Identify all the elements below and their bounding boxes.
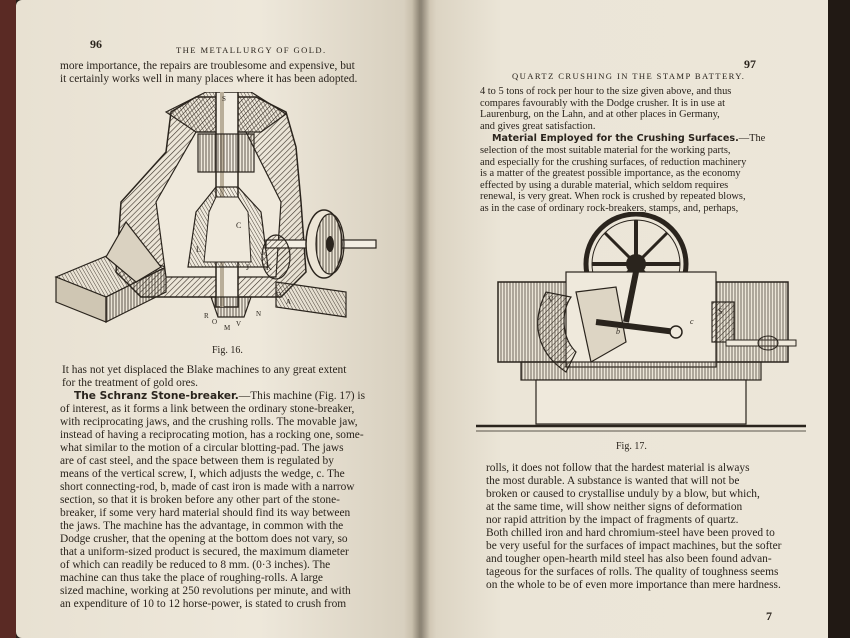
fig16-label: K — [266, 263, 272, 272]
text-line: means of the vertical screw, I, which adjusts the wedge, c. The — [60, 468, 345, 480]
page-number-left: 96 — [90, 37, 102, 51]
text-line: Laurenburg, on the Lahn, and at other places in Germany, — [480, 109, 720, 121]
text-line: selection of the most suitable material for the working parts, — [480, 145, 731, 156]
text-line: are of cast steel, and the space between them is regulated by — [60, 455, 334, 467]
fig16-label: V — [236, 320, 242, 328]
text-line: with reciprocating jaws, and the crushing rolls. The movable jaw, — [60, 416, 358, 428]
figure-17-caption: Fig. 17. — [616, 441, 647, 452]
text-line: be very useful for the surfaces of impact machines, but the softer — [486, 540, 782, 552]
text-line: is a matter of the greatest possible importance, as the economy — [480, 168, 741, 180]
fig16-label: C — [236, 221, 242, 230]
text-line: of which can readily be reduced to 8 mm. (0·3 inches). The — [60, 559, 331, 571]
text-line: 4 to 5 tons of rock per hour to the size given above, and thus — [480, 86, 732, 97]
text-line: breaker, if some very hard material should find its way between — [60, 507, 351, 519]
text-line: that a uniform-sized product is secured, the maximum diameter — [60, 546, 349, 558]
text-line: the jaws. The machine has the advantage, in common with the — [60, 520, 344, 532]
fig17-label: S — [718, 307, 723, 316]
figure-16-caption: Fig. 16. — [212, 345, 243, 356]
text-line: and gives great satisfaction. — [480, 120, 596, 132]
fig17-label: b — [616, 327, 620, 336]
text-line: and especially for the crushing surfaces, of reduction machinery — [480, 156, 747, 168]
text-line: on the whole to be of even more importance than mere hardness. — [486, 579, 781, 591]
text-line: nor rapid attrition by the impact of fragments of quartz. — [486, 514, 739, 526]
text-line: it certainly works well in many places where it has been adopted. — [60, 73, 358, 85]
text-line: effected by using a durable material, which seldom requires — [480, 179, 729, 191]
text-line: what similar to the motion of a circular blotting-pad. The jaws — [60, 442, 344, 454]
text-line: renewal, is very great. When rock is crushed by repeated blows, — [480, 191, 746, 203]
text-line: for the treatment of gold ores. — [62, 377, 199, 389]
text-line: more importance, the repairs are troublesome and expensive, but — [60, 60, 355, 72]
right-top-text — [480, 86, 731, 132]
text-line: of interest, as it forms a link between the ordinary stone-breaker, — [60, 403, 355, 415]
fig16-label: S — [222, 95, 226, 103]
fig16-label: A — [286, 298, 292, 306]
section-heading: Material Employed for the Crushing Surfaces. — [492, 133, 739, 144]
section-heading: The Schranz Stone-breaker. — [74, 390, 239, 402]
fig16-label: D — [276, 291, 282, 299]
text-line: as in the case of ordinary rock-breakers, stamps, and, perhaps, — [480, 202, 739, 214]
figure-16-engraving — [46, 92, 396, 337]
text-line: tageous for the surfaces of rolls. The quality of toughness seems — [486, 566, 779, 578]
text-line: at the same time, will show neither signs of deformation — [486, 501, 743, 513]
left-section-text — [60, 403, 364, 611]
running-head-left: THE METALLURGY OF GOLD. — [176, 45, 327, 55]
book-cover-edge — [0, 0, 16, 638]
running-head-right: QUARTZ CRUSHING IN THE STAMP BATTERY. — [512, 71, 746, 81]
text-line: instead of having a reciprocating motion, has a rocking one, some- — [60, 429, 364, 441]
text-line: compares favourably with the Dodge crusher. It is in use at — [480, 97, 725, 109]
fig16-label: N — [256, 310, 262, 318]
right-section-text — [480, 145, 746, 215]
fig16-label: L — [196, 245, 201, 254]
text-line: the most durable. A substance is wanted that will not be — [486, 475, 740, 487]
text-line: rolls, it does not follow that the hardest material is always — [486, 462, 750, 474]
left-section-first-line — [74, 390, 365, 403]
text-line: an expenditure of 10 to 12 horse-power, is stated to crush from — [60, 598, 347, 610]
text-line: It has not yet displaced the Blake machines to any great extent — [62, 364, 347, 376]
book-gutter — [412, 0, 430, 638]
text-line: Both chilled iron and hard chromium-steel have been proved to — [486, 527, 775, 539]
text-line: sized machine, working at 250 revolutions per minute, and with — [60, 585, 351, 597]
fig16-label: J — [246, 263, 250, 272]
text-line: Dodge crusher, that the opening at the bottom does not vary, so — [60, 533, 348, 545]
fig16-label: M — [224, 324, 231, 332]
fig17-label: c — [690, 317, 694, 326]
text-line: —The — [738, 133, 766, 144]
left-page — [16, 0, 420, 638]
fig16-label: R — [204, 312, 209, 320]
right-page — [420, 0, 830, 638]
right-section-first-line — [492, 133, 765, 145]
text-line: —This machine (Fig. 17) is — [238, 390, 366, 402]
right-bottom-text — [486, 462, 781, 592]
signature-mark: 7 — [766, 609, 772, 623]
text-line: and tougher open-hearth mild steel has also been found advan- — [486, 553, 772, 565]
fig17-label: V — [548, 295, 554, 304]
fig16-label: O — [212, 318, 218, 326]
background-edge — [828, 0, 850, 638]
figure-17-engraving — [476, 212, 806, 437]
left-top-text — [60, 60, 357, 86]
page-number-right: 97 — [744, 57, 756, 71]
text-line: machine can thus take the place of roughing-rolls. A large — [60, 572, 323, 584]
left-after-figure-text — [62, 364, 346, 390]
text-line: short connecting-rod, b, made of cast iron is made with a narrow — [60, 481, 355, 493]
text-line: section, so that it is broken before any other part of the stone- — [60, 494, 340, 506]
text-line: broken or caused to crystallise unduly by a blow, but which, — [486, 488, 760, 500]
